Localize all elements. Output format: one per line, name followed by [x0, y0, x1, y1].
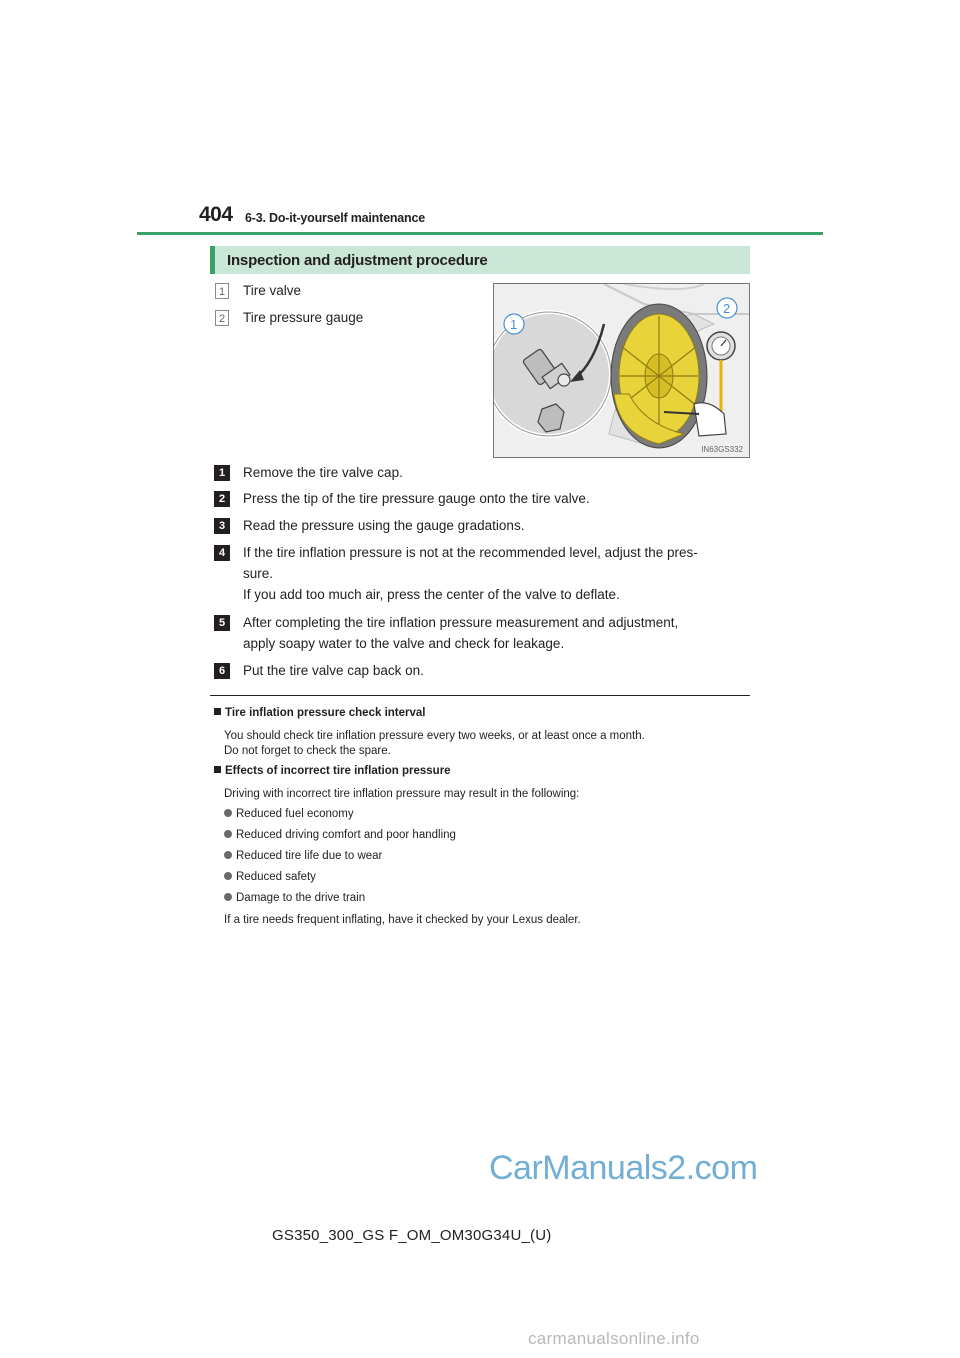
callout-number: 2 [215, 310, 229, 326]
callout-number: 1 [215, 283, 229, 299]
info-heading-text: Tire inflation pressure check interval [225, 707, 426, 719]
header-rule [137, 232, 823, 235]
bullet-text: Reduced tire life due to wear [236, 850, 383, 862]
section-title: Inspection and adjustment procedure [227, 252, 488, 269]
chapter-title: 6-3. Do-it-yourself maintenance [245, 211, 425, 225]
bullet-dot-icon [224, 809, 232, 817]
step-text [243, 515, 745, 536]
bullet-dot-icon [224, 851, 232, 859]
tire-gauge-drawing [494, 284, 749, 457]
bullet-text: Reduced driving comfort and poor handling [236, 829, 456, 841]
step-line: If the tire inflation pressure is not at the recommended level, adjust the pres- [243, 545, 698, 560]
info-text-interval [224, 729, 744, 759]
step-line: sure. [243, 566, 274, 581]
info-text-effects [224, 787, 744, 802]
step-text [243, 488, 745, 509]
marker-1-label: 1 [510, 317, 518, 332]
bullet-dot-icon [224, 893, 232, 901]
info-head-effects [214, 765, 451, 777]
info-line: Driving with incorrect tire inflation pressure may result in the following: [224, 788, 580, 800]
step-text [243, 542, 745, 605]
callout-label: Tire pressure gauge [243, 310, 364, 325]
callout-label: Tire valve [243, 283, 302, 298]
list-item [224, 871, 316, 883]
step-line: Read the pressure using the gauge gradations. [243, 518, 525, 533]
info-line: You should check tire inflation pressure every two weeks, or at least once a month. [224, 730, 645, 742]
watermark-main: CarManuals2.com [489, 1149, 758, 1187]
step-number: 1 [214, 465, 230, 481]
step-text [243, 612, 745, 654]
info-closing: If a tire needs frequent inflating, have it checked by your Lexus dealer. [224, 914, 581, 926]
list-item [224, 892, 365, 904]
info-line: Do not forget to check the spare. [224, 745, 391, 757]
page-number: 404 [199, 203, 233, 226]
step-line: Press the tip of the tire pressure gauge onto the tire valve. [243, 491, 590, 506]
step-number: 3 [214, 518, 230, 534]
step-line: Put the tire valve cap back on. [243, 663, 424, 678]
step-line: If you add too much air, press the center of the valve to deflate. [243, 587, 620, 602]
step-number: 4 [214, 545, 230, 561]
step-line: apply soapy water to the valve and check for leakage. [243, 636, 565, 651]
bullet-text: Reduced safety [236, 871, 316, 883]
step-number: 5 [214, 615, 230, 631]
step-text [243, 462, 745, 483]
section-bar [210, 246, 750, 274]
marker-2-label: 2 [723, 301, 731, 316]
step-line: After completing the tire inflation pressure measurement and adjustment, [243, 615, 679, 630]
watermark-bottom: carmanualsonline.info [528, 1329, 700, 1348]
info-rule [210, 695, 750, 696]
step-number: 2 [214, 491, 230, 507]
bullet-dot-icon [224, 830, 232, 838]
step-text [243, 660, 745, 681]
bullet-text: Reduced fuel economy [236, 808, 354, 820]
bullet-text: Damage to the drive train [236, 892, 366, 904]
tire-illustration [493, 283, 750, 458]
illustration-code: IN63GS332 [701, 445, 743, 454]
step-number: 6 [214, 663, 230, 679]
step-line: Remove the tire valve cap. [243, 465, 403, 480]
square-bullet-icon [214, 766, 221, 773]
square-bullet-icon [214, 708, 221, 715]
list-item [224, 829, 456, 841]
bullet-dot-icon [224, 872, 232, 880]
info-heading-text: Effects of incorrect tire inflation pressure [225, 765, 451, 777]
list-item [224, 808, 354, 820]
footer-code: GS350_300_GS F_OM_OM30G34U_(U) [272, 1227, 552, 1244]
info-head-interval [214, 707, 425, 719]
list-item [224, 850, 382, 862]
